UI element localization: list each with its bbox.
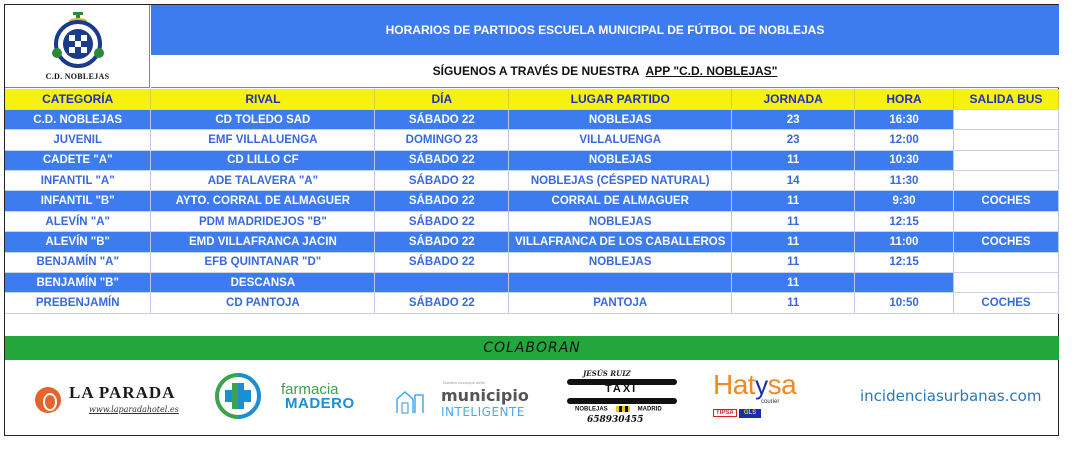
colaboran-banner: COLABORAN xyxy=(5,336,1059,360)
la-parada-web: www.laparadahotel.es xyxy=(89,405,179,414)
cell-salida-bus xyxy=(954,171,1059,191)
cell-hora: 10:50 xyxy=(855,293,954,313)
cell-dia: SÁBADO 22 xyxy=(375,109,509,129)
table-row xyxy=(5,211,1059,231)
cell-hora: 12:15 xyxy=(855,211,954,231)
cell-dia: SÁBADO 22 xyxy=(375,232,509,252)
taxi-owner: JESÚS RUIZ xyxy=(583,369,631,378)
cell-dia: DOMINGO 23 xyxy=(375,130,509,150)
smart-city-icon xyxy=(395,385,425,415)
col-header-jornada: JORNADA xyxy=(732,89,855,109)
cell-rival: CD LILLO CF xyxy=(151,150,375,170)
cell-dia: SÁBADO 22 xyxy=(375,252,509,272)
table-row xyxy=(5,191,1059,211)
cell-dia: SÁBADO 22 xyxy=(375,171,509,191)
cell-categoria: INFANTIL "B" xyxy=(5,191,151,211)
taxi-route-from: NOBLEJAS xyxy=(575,406,608,413)
cell-dia: SÁBADO 22 xyxy=(375,150,509,170)
municipio-tagline: Nuestro municipio debe xyxy=(443,380,486,385)
club-logo xyxy=(5,5,150,88)
cell-hora: 12:00 xyxy=(855,130,954,150)
cell-lugar: NOBLEJAS xyxy=(509,211,732,231)
table-row xyxy=(5,273,1059,293)
la-parada-name: LA PARADA xyxy=(69,383,176,402)
table-row xyxy=(5,252,1059,272)
cell-jornada: 14 xyxy=(732,171,855,191)
cell-rival: CD PANTOJA xyxy=(151,293,375,313)
schedule-table xyxy=(5,89,1059,314)
municipio-line2: INTELIGENTE xyxy=(441,405,525,419)
cell-salida-bus xyxy=(954,252,1059,272)
cell-categoria: INFANTIL "A" xyxy=(5,171,151,191)
taxi-route-to: MADRID xyxy=(637,406,662,413)
hatysa-y: y xyxy=(755,370,768,400)
cell-lugar xyxy=(509,273,732,293)
cell-hora: 11:30 xyxy=(855,171,954,191)
cell-rival: EMF VILLALUENGA xyxy=(151,130,375,150)
cell-jornada: 11 xyxy=(732,191,855,211)
farmacia-line1: farmacia xyxy=(281,381,339,398)
cell-salida-bus: COCHES xyxy=(954,232,1059,252)
cell-hora: 9:30 xyxy=(855,191,954,211)
col-header-salida-bus: SALIDA BUS xyxy=(954,89,1059,109)
hatysa-courier: courier xyxy=(761,399,780,405)
taxi-stripe-bottom xyxy=(567,398,677,404)
cell-salida-bus xyxy=(954,109,1059,129)
cell-dia: SÁBADO 22 xyxy=(375,293,509,313)
cell-salida-bus: COCHES xyxy=(954,191,1059,211)
taxi-route xyxy=(575,406,662,413)
cell-lugar: VILLAFRANCA DE LOS CABALLEROS xyxy=(509,232,732,252)
cell-jornada: 11 xyxy=(732,293,855,313)
col-header-hora: HORA xyxy=(855,89,954,109)
table-row xyxy=(5,232,1059,252)
club-name: C.D. NOBLEJAS xyxy=(45,72,110,81)
sponsor-incidencias-urbanas[interactable]: incidenciasurbanas.com xyxy=(860,387,1042,405)
cell-jornada: 11 xyxy=(732,232,855,252)
table-row xyxy=(5,150,1059,170)
app-link[interactable]: APP "C.D. NOBLEJAS" xyxy=(645,64,778,78)
hatysa-hat: Hat xyxy=(713,369,756,400)
cell-lugar: CORRAL DE ALMAGUER xyxy=(509,191,732,211)
page-title: HORARIOS DE PARTIDOS ESCUELA MUNICIPAL DE FÚTBOL DE NOBLEJAS xyxy=(151,5,1059,55)
col-header-dia: DÍA xyxy=(375,89,509,109)
app-promo xyxy=(151,55,1059,88)
cell-jornada: 11 xyxy=(732,252,855,272)
cell-lugar: NOBLEJAS (CÉSPED NATURAL) xyxy=(509,171,732,191)
cell-dia xyxy=(375,273,509,293)
municipio-line1: municipio xyxy=(441,386,529,405)
cell-rival: EFB QUINTANAR "D" xyxy=(151,252,375,272)
cell-dia: SÁBADO 22 xyxy=(375,191,509,211)
pharmacy-cross-icon xyxy=(215,373,261,419)
cell-salida-bus xyxy=(954,273,1059,293)
cell-categoria: ALEVÍN "A" xyxy=(5,211,151,231)
cell-salida-bus xyxy=(954,211,1059,231)
taxi-phone: 658930455 xyxy=(587,415,644,425)
cell-jornada: 23 xyxy=(732,109,855,129)
la-parada-logo-icon xyxy=(35,387,61,413)
cell-categoria: C.D. NOBLEJAS xyxy=(5,109,151,129)
cell-jornada: 11 xyxy=(732,150,855,170)
col-header-lugar: LUGAR PARTIDO xyxy=(509,89,732,109)
hatysa-logo xyxy=(713,369,796,401)
cell-categoria: CADETE "A" xyxy=(5,150,151,170)
cell-categoria: JUVENIL xyxy=(5,130,151,150)
checker-icon xyxy=(616,406,630,412)
cell-rival: PDM MADRIDEJOS "B" xyxy=(151,211,375,231)
app-promo-text: SÍGUENOS A TRAVÉS DE NUESTRA xyxy=(432,64,640,78)
table-row xyxy=(5,109,1059,129)
cell-salida-bus xyxy=(954,130,1059,150)
cell-lugar: NOBLEJAS xyxy=(509,150,732,170)
cell-rival: AYTO. CORRAL DE ALMAGUER xyxy=(151,191,375,211)
taxi-word: TAXI xyxy=(605,383,638,395)
table-row xyxy=(5,293,1059,313)
col-header-rival: RIVAL xyxy=(151,89,375,109)
schedule-sheet xyxy=(4,4,1059,436)
cell-salida-bus: COCHES xyxy=(954,293,1059,313)
club-crest-icon xyxy=(49,9,107,69)
cell-rival: ADE TALAVERA "A" xyxy=(151,171,375,191)
cell-hora: 11:00 xyxy=(855,232,954,252)
gls-logo: GLS xyxy=(739,409,761,418)
table-row xyxy=(5,171,1059,191)
cell-jornada: 11 xyxy=(732,273,855,293)
cell-hora: 10:30 xyxy=(855,150,954,170)
cell-lugar: PANTOJA xyxy=(509,293,732,313)
cell-categoria: ALEVÍN "B" xyxy=(5,232,151,252)
cell-hora: 16:30 xyxy=(855,109,954,129)
cell-rival: EMD VILLAFRANCA JACIN xyxy=(151,232,375,252)
table-header-row xyxy=(5,89,1059,109)
cell-hora: 12:15 xyxy=(855,252,954,272)
sponsors-strip xyxy=(5,361,1059,436)
tipsa-logo: TIPSA xyxy=(713,409,737,417)
hatysa-sa: sa xyxy=(767,369,797,400)
cell-jornada: 23 xyxy=(732,130,855,150)
cell-rival: DESCANSA xyxy=(151,273,375,293)
cell-salida-bus xyxy=(954,150,1059,170)
farmacia-line2: MADERO xyxy=(285,395,355,412)
cell-jornada: 11 xyxy=(732,211,855,231)
table-row xyxy=(5,130,1059,150)
cell-rival: CD TOLEDO SAD xyxy=(151,109,375,129)
cell-lugar: VILLALUENGA xyxy=(509,130,732,150)
cell-categoria: BENJAMÍN "A" xyxy=(5,252,151,272)
cell-hora xyxy=(855,273,954,293)
cell-categoria: BENJAMÍN "B" xyxy=(5,273,151,293)
sponsor-taxi-jesus-ruiz xyxy=(565,369,685,444)
cell-lugar: NOBLEJAS xyxy=(509,109,732,129)
cell-dia: SÁBADO 22 xyxy=(375,211,509,231)
col-header-categoria: CATEGORÍA xyxy=(5,89,151,109)
cell-lugar: NOBLEJAS xyxy=(509,252,732,272)
cell-categoria: PREBENJAMÍN xyxy=(5,293,151,313)
